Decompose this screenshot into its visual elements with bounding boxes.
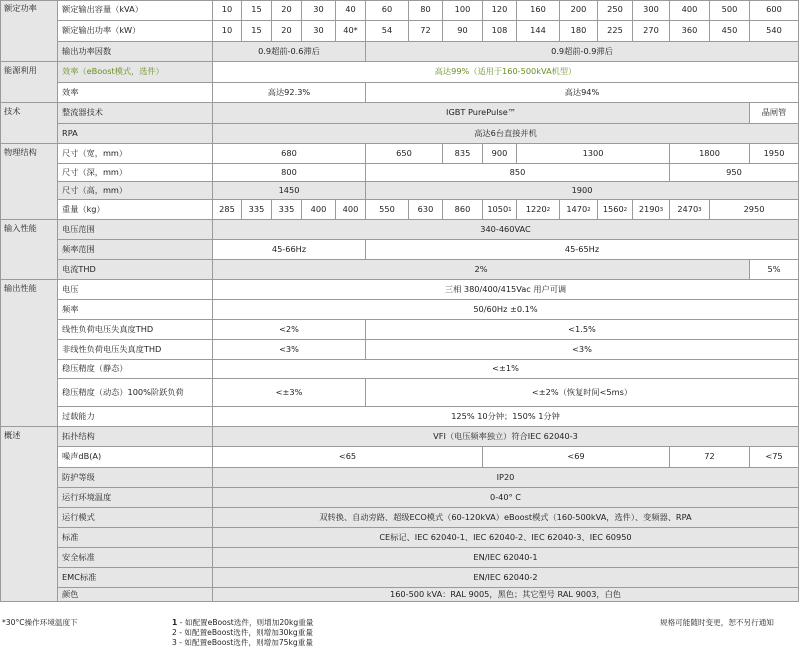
weight-value: 1220 <box>525 203 547 214</box>
value-cell: 1450 <box>213 182 366 200</box>
row-label-vrange: 电压范围 <box>58 220 213 240</box>
value-cell: 500 <box>710 0 750 21</box>
row-label-std: 标准 <box>58 528 213 548</box>
value-cell: 72 <box>670 447 750 468</box>
weight-value: 1050 <box>487 203 509 214</box>
value-cell: 1900 <box>366 182 799 200</box>
category-input: 输入性能 <box>0 220 58 280</box>
weight-value: 400 <box>310 203 327 214</box>
weight-value: 860 <box>454 203 471 214</box>
row-label-temp: 运行环境温度 <box>58 488 213 508</box>
value-cell: 300 <box>633 0 670 21</box>
value-cell: 225 <box>598 21 633 42</box>
value-cell: 0.9超前-0.9滞后 <box>366 42 799 62</box>
category-physical: 物理结构 <box>0 144 58 220</box>
value-cell: 100 <box>443 0 483 21</box>
value-cell: IP20 <box>213 468 799 488</box>
weight-cell: 1470 2 <box>560 200 598 220</box>
value-cell: 1950 <box>750 144 799 164</box>
row-label-topo: 拓扑结构 <box>58 427 213 447</box>
value-cell: <69 <box>483 447 670 468</box>
weight-cell <box>443 200 483 220</box>
value-cell: 54 <box>366 21 409 42</box>
value-cell: <±1% <box>213 360 799 379</box>
weight-cell: 1220 2 <box>517 200 560 220</box>
category-output: 输出性能 <box>0 280 58 427</box>
value-cell: 高达92.3% <box>213 83 366 103</box>
value-cell: 45-66Hz <box>213 240 366 260</box>
value-cell: IGBT PurePulse™ <box>213 103 750 124</box>
value-cell: 72 <box>409 21 443 42</box>
value-cell: 400 <box>670 0 710 21</box>
value-cell: 600 <box>750 0 799 21</box>
footnote-1-text: - 如配置eBoost选件，则增加20kg重量 <box>177 618 314 627</box>
footnote-2: 2 - 如配置eBoost选件，则增加30kg重量 <box>172 628 313 637</box>
category-tech: 技术 <box>0 103 58 144</box>
weight-cell <box>213 200 242 220</box>
row-label-thd: 电流THD <box>58 260 213 280</box>
value-cell: 50/60Hz ±0.1% <box>213 300 799 320</box>
value-cell: 680 <box>213 144 366 164</box>
value-cell: 20 <box>272 0 302 21</box>
weight-value: 285 <box>219 203 235 214</box>
weight-cell: 1560 2 <box>598 200 633 220</box>
weight-value: 400 <box>342 203 359 214</box>
value-cell: CE标记、IEC 62040-1、IEC 62040-2、IEC 62040-3、IEC 60950 <box>213 528 799 548</box>
value-cell: 80 <box>409 0 443 21</box>
value-cell: <3% <box>366 340 799 360</box>
category-energy: 能源利用 <box>0 62 58 103</box>
value-cell: 160 <box>517 0 560 21</box>
row-label-kw: 额定输出功率（kW） <box>58 21 213 42</box>
row-label-noise: 噪声dB(A) <box>58 447 213 468</box>
weight-value: 550 <box>379 203 395 214</box>
row-label-frange: 频率范围 <box>58 240 213 260</box>
weight-cell <box>409 200 443 220</box>
row-label-depth: 尺寸（深，mm） <box>58 164 213 182</box>
value-cell: 1300 <box>517 144 670 164</box>
row-label-static: 稳压精度（静态） <box>58 360 213 379</box>
weight-cell: 1050 1 <box>483 200 517 220</box>
weight-cell: 2470 3 <box>670 200 710 220</box>
value-cell: 30 <box>302 21 336 42</box>
row-label-pf: 输出功率因数 <box>58 42 213 62</box>
weight-value: 1560 <box>602 203 624 214</box>
footnote-3: 3 - 如配置eBoost选件，则增加75kg重量 <box>172 638 313 647</box>
weight-cell <box>710 200 799 220</box>
value-cell: EN/IEC 62040-2 <box>213 568 799 588</box>
value-cell: 650 <box>366 144 443 164</box>
footnote-1-number: 1 <box>172 618 178 627</box>
weight-value: 2950 <box>743 203 765 214</box>
value-cell: 30 <box>302 0 336 21</box>
row-label-weight: 重量（kg） <box>58 200 213 220</box>
value-cell: 5% <box>750 260 799 280</box>
value-cell: 950 <box>670 164 799 182</box>
value-cell: 高达6台直接并机 <box>213 124 799 144</box>
value-cell: 270 <box>633 21 670 42</box>
value-cell: 40 <box>336 0 366 21</box>
value-cell: 高达94% <box>366 83 799 103</box>
row-label-emc: EMC标准 <box>58 568 213 588</box>
weight-cell: 2190 3 <box>633 200 670 220</box>
value-cell: 125% 10分钟；150% 1分钟 <box>213 407 799 427</box>
value-cell: 250 <box>598 0 633 21</box>
value-cell: 40* <box>336 21 366 42</box>
value-cell: <65 <box>213 447 483 468</box>
value-cell: <1.5% <box>366 320 799 340</box>
value-cell: 三相 380/400/415Vac 用户可调 <box>213 280 799 300</box>
weight-cell <box>272 200 302 220</box>
value-cell: 1800 <box>670 144 750 164</box>
row-label-eboost: 效率（eBoost模式，选件） <box>58 62 213 83</box>
value-cell: 900 <box>483 144 517 164</box>
value-cell: 15 <box>242 0 272 21</box>
category-rated: 额定功率 <box>0 0 58 62</box>
row-label-kva: 额定输出容量（kVA） <box>58 0 213 21</box>
row-label-ofreq: 频率 <box>58 300 213 320</box>
value-cell: 835 <box>443 144 483 164</box>
value-cell: 晶闸管 <box>750 103 799 124</box>
value-cell: EN/IEC 62040-1 <box>213 548 799 568</box>
weight-value: 2470 <box>677 203 699 214</box>
row-label-dyn: 稳压精度（动态）100%阶跃负荷 <box>58 379 213 407</box>
value-cell: 360 <box>670 21 710 42</box>
weight-value: 2190 <box>638 203 660 214</box>
value-cell: 340-460VAC <box>213 220 799 240</box>
row-label-rpa: RPA <box>58 124 213 144</box>
value-cell: 10 <box>213 0 242 21</box>
value-cell: 144 <box>517 21 560 42</box>
value-cell: 0-40° C <box>213 488 799 508</box>
value-cell: 45-65Hz <box>366 240 799 260</box>
value-cell: 高达99%（适用于160-500kVA机型） <box>213 62 799 83</box>
row-label-nlthd: 非线性负荷电压失真度THD <box>58 340 213 360</box>
value-cell: <75 <box>750 447 799 468</box>
value-cell: 90 <box>443 21 483 42</box>
value-cell: 180 <box>560 21 598 42</box>
weight-cell <box>366 200 409 220</box>
value-cell: 120 <box>483 0 517 21</box>
category-overview: 概述 <box>0 427 58 602</box>
value-cell: 20 <box>272 21 302 42</box>
footnote-disclaimer: 规格可能随时变更，恕不另行通知 <box>660 618 774 627</box>
value-cell: 160-500 kVA：RAL 9005，黑色；其它型号 RAL 9003，白色 <box>213 588 799 602</box>
value-cell: <2% <box>213 320 366 340</box>
value-cell: 双转换、自动旁路、超级ECO模式（60-120kVA）eBoost模式（160-500kVA，选件）、变频器、RPA <box>213 508 799 528</box>
value-cell: 450 <box>710 21 750 42</box>
row-label-safety: 安全标准 <box>58 548 213 568</box>
value-cell: 15 <box>242 21 272 42</box>
value-cell: <±2%（恢复时间<5ms） <box>366 379 799 407</box>
row-label-eff: 效率 <box>58 83 213 103</box>
value-cell: 200 <box>560 0 598 21</box>
footnote-1 <box>172 618 313 627</box>
weight-cell <box>336 200 366 220</box>
weight-cell <box>302 200 336 220</box>
row-label-color: 颜色 <box>58 588 213 602</box>
weight-value: 335 <box>278 203 295 214</box>
value-cell: 10 <box>213 21 242 42</box>
value-cell: <3% <box>213 340 366 360</box>
row-label-rect: 整流器技术 <box>58 103 213 124</box>
row-label-modes: 运行模式 <box>58 508 213 528</box>
row-label-linthd: 线性负荷电压失真度THD <box>58 320 213 340</box>
value-cell: 2% <box>213 260 750 280</box>
value-cell: 540 <box>750 21 799 42</box>
value-cell: 800 <box>213 164 366 182</box>
weight-value: 630 <box>417 203 434 214</box>
row-label-overload: 过载能力 <box>58 407 213 427</box>
value-cell: 60 <box>366 0 409 21</box>
row-label-ip: 防护等级 <box>58 468 213 488</box>
value-cell: 0.9超前-0.6滞后 <box>213 42 366 62</box>
row-label-ovolt: 电压 <box>58 280 213 300</box>
value-cell: VFI（电压频率独立）符合IEC 62040-3 <box>213 427 799 447</box>
weight-value: 335 <box>248 203 265 214</box>
footnote-temperature: *30°C操作环境温度下 <box>2 618 78 627</box>
row-label-width: 尺寸（宽，mm） <box>58 144 213 164</box>
value-cell: <±3% <box>213 379 366 407</box>
row-label-height: 尺寸（高，mm） <box>58 182 213 200</box>
value-cell: 108 <box>483 21 517 42</box>
value-cell: 850 <box>366 164 670 182</box>
weight-value: 1470 <box>566 203 588 214</box>
weight-cell <box>242 200 272 220</box>
